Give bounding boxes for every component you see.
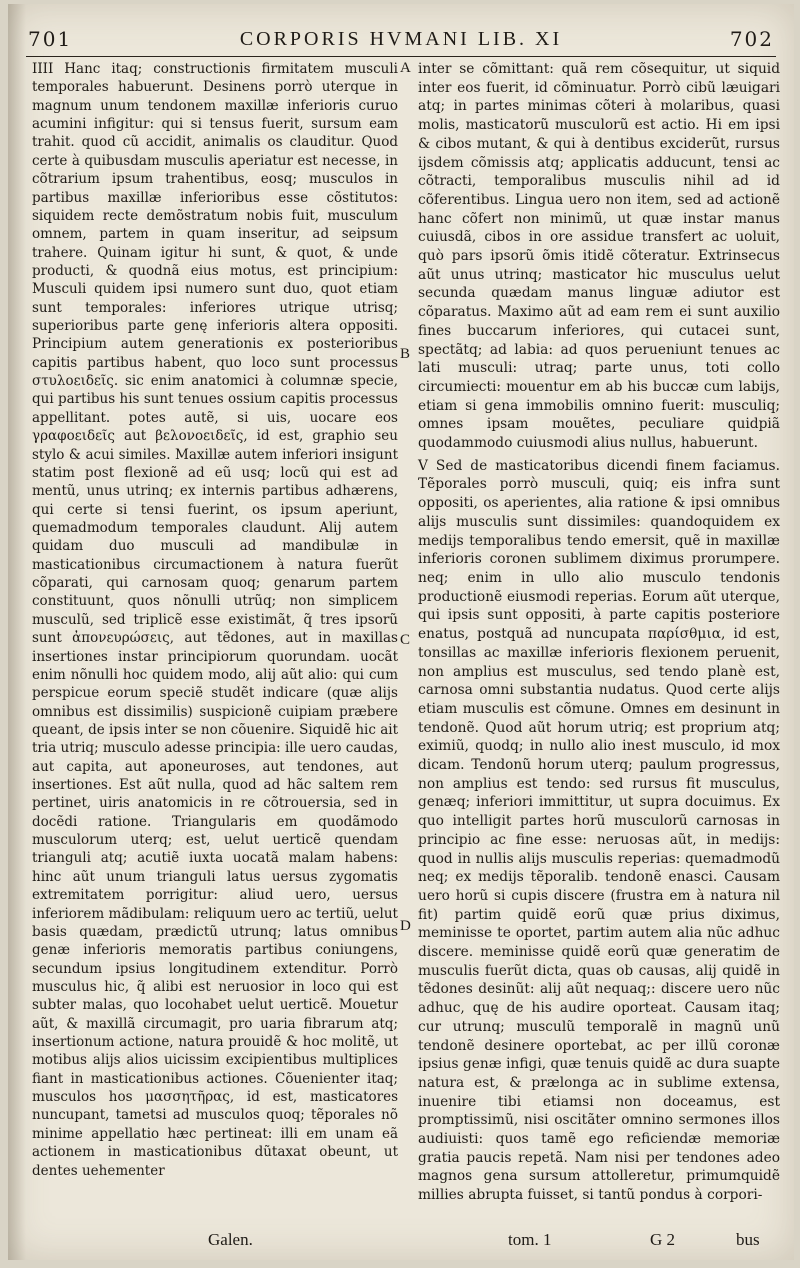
page-footer xyxy=(8,1226,794,1250)
left-column xyxy=(32,60,398,1180)
page-header xyxy=(28,24,774,54)
footer-catchword: bus xyxy=(736,1230,760,1249)
footer-signature: G 2 xyxy=(650,1230,676,1249)
margin-letter-c: C xyxy=(400,632,411,648)
right-column xyxy=(418,60,780,1205)
right-paragraph-2: V Sed de masticatoribus dicendi finem faciamus. Tẽporales porrò musculi, quiq; eis infra sunt oppositi, os aperientes, alia ratione & ipsi omnibus alijs musculis sunt dissimiles: quandoquidem ex medijs temporalibus tendo emersit, quẽ in maxillæ inferioris coronen sublimem diximus prorumpere. neq; enim in ullo alio musculo tendonis productionẽ eiusmodi reperias. Eorum aũt uterque, qui ipsis sunt oppositi, à parte capitis posteriore enatus, postquã ad nuncupata παρίσθμια, id est, tonsillas ac maxillæ inferioris flexionem peruenit, non amplius est musculus, sed tendo planè est, carnosa omni substantia nudatus. Quod certe alijs etiam musculis est cõmune. Omnes em desinunt in tendonẽ. Quod aũt horum utriq; est proprium atq; eximiũ, quodq; in nullo alio inest musculo, id mox dicam. Tendonũ horum uterq; paulum progressus, non amplius est tendo: sed rursus fit musculus, genæq; inferiori immittitur, ut supra docuimus. Ex quo intelligit partes horũ musculorũ carnosas in principio ac fine esse: neruosas aũt, in medijs: quod in nullis alijs musculis reperias: quemadmodũ neq; ex medijs tẽporalib. tendonẽ enasci. Causam uero horũ si cupis discere (frustra em à natura nil fit) partim quidẽ eorũ quæ prius diximus, meminisse te oportet, partim autem alia nũc adhuc discere. meminisse quidẽ eorũ quæ generatim de musculis fuerũt dicta, quas ob causas, alij quidẽ in tẽdones desinũt: alij aũt nequaq;: discere uero nũc adhuc, quę de his audire oporteat. Causam itaq; cur utrunq; musculũ temporalẽ in magnũ unũ tendonẽ desinere oportebat, ac per illũ coronæ ipsius genæ infigi, quæ tenuis quidẽ ac dura suapte natura est, & prælonga ac in sublime extensa, inuenire tibi etiamsi non doceamus, est promptissimũ, nisi oscitãter omnino sermones illos audiuisti: quos tamẽ ego reficiendæ memoriæ gratia paucis repetã. Nam nisi per tendones adeo magnos gena sursum attolleretur, primumquidẽ millies abrupta fuisset, si tantũ pondus à corpori- xyxy=(418,457,780,1204)
header-rule xyxy=(26,56,776,57)
right-paragraph-1: inter se cõmittant: quã rem cõsequitur, ut siquid inter eos fuerit, id cõminuatur. Porrò cibũ læuigari atq; in partes minimas cõteri à molaribus, quasi molis, masticatorũ musculorũ est actio. Hi em ipsi & cibos mutant, & qui à dentibus exciderũt, rursus ijsdem cõmissis atq; applicatis adducunt, tensi ac cõtracti, temporalibus musculis nihil ad id cõferentibus. Lingua uero non item, sed ad actionẽ hanc cõfert non minimũ, ut quæ instar manus cuiusdã, cibos in ore assidue transfert ac uoluit, quò pars ipsorũ õmis itidẽ cõteratur. Extrinsecus aũt unus utrinq; masticator hic musculus uelut secunda quædam manus linguæ adiutor est cõparatus. Maximo aũt ad eam rem ei sunt auxilio fines buccarum inferiores, qui cutacei sunt, spectãtq; ad labia: ad quos perueniunt tenues ac lati musculi: utraq; parte unus, toti collo circumiecti: mouentur em ab his buccæ cum labijs, etiam si gena immobilis omnino fuerit: musculiq; omnes ipsam mouẽtes, peculiare quidpiã quodammodo cuiusmodi alius nullus, habuerunt. xyxy=(418,61,780,452)
page-number-left: 701 xyxy=(28,27,73,51)
margin-letter-b: B xyxy=(400,346,411,362)
margin-letter-a: A xyxy=(400,60,411,76)
footer-volume: tom. 1 xyxy=(508,1230,552,1249)
book-page xyxy=(8,4,794,1260)
page-number-right: 702 xyxy=(729,27,774,51)
footer-author: Galen. xyxy=(208,1230,253,1249)
left-paragraph: IIII Hanc itaq; constructionis firmitatem musculi temporales habuerunt. Desinens porrò uterque in magnum unum tendonem maxillæ inferioris curuo acumini infigitur: qui si tensus fuerit, sursum eam trahit. quod cũ accidit, animalis os clauditur. Quod certe à quibusdam musculis aperiatur est necesse, in cõtrarium ipsum trahentibus, eosq; musculos in partibus maxillæ inferioribus esse cõstitutos: siquidem recte demõstratum nobis fuit, musculum omnem, partem in quam inseritur, ad seipsum trahere. Quinam igitur hi sunt, & quot, & unde producti, & quodnã eius motus, est principium: Musculi quidem ipsi numero sunt duo, quot etiam sunt temporales: inferiores utrique utrisq; superioribus parte genę inferioris altera oppositi. Principium autem generationis ex posterioribus capitis partibus habent, quo loco sunt processus στυλοειδεῖς. sic enim anatomici à columnæ specie, qui partibus his sunt tenues ossium capitis processus appellitant. potes autẽ, si uis, uocare eos γραφοειδεῖς aut βελονοειδεῖς, id est, graphio seu stylo & acui similes. Maxillæ autem inferiori insigunt statim post flexionẽ ad eũ usq; locũ qui est ad mentũ, unus utrinq; ex internis partibus adhærens, qui certe si tensi fuerint, os ipsum aperiunt, quemadmodum temporales claudunt. Alij autem quidam duo musculi ad mandibulæ in masticationibus circumactionem à natura fuerũt cõparati, qui carnosam quoq; genarum partem constituunt, quos nõnulli utrũq; non simplicem musculũ, sed triplicẽ esse existimãt, q̃ tres ipsorũ sunt ἀπονευρώσεις, aut tẽdones, aut in maxillas insertiones instar principiorum quorundam. uocãt enim nõnulli hoc quidem modo, alij aũt alio: qui cum perspicue eorum speciẽ studẽt indicare (quæ alijs omnibus est dissimilis) suspicionẽ cuipiam præbere queant, de ipsis inter se non cõuenire. Siquidẽ hic ait tria utriq; musculo adesse principia: ille uero caudas, aut capita, aut aponeuroses, aut tendones, aut insertiones. Est aũt nulla, quod ad hãc saltem rem pertinet, uiris anatomicis in re cõtrouersia, sed in docẽdi ratione. Triangularis em quodãmodo musculorum uterq; est, uelut uerticẽ quendam trianguli atq; acutiẽ iuxta uocatã malam habens: hinc aũt unum trianguli latus uersus zygomatis extremitatem porrigitur: aliud uero, uersus inferiorem mãdibulam: reliquum uero ac tertiũ, uelut basis quædam, prædictũ utrunq; latus omnibus genæ inferioris memoratis partibus coniungens, secundum ipsius longitudinem extenditur. Porrò musculus hic, q̃ alibi est neruosior in loco qui est subter malas, quo locohabet uelut uerticẽ. Mouetur aũt, & maxillã circumagit, pro uaria fibrarum atq; insertionum actione, natura prouidẽ & hoc molitẽ, ut motibus alijs alios uicissim excipientibus multiplices fiant in masticationibus actiones. Cõuenienter itaq; musculos hos μασσητῆρας, id est, masticatores nuncupant, tametsi ad musculos quoq; tẽporales nõ minime appellatio hæc pertineat: illi em unam eã actionem in masticationibus dũtaxat obeunt, ut dentes uehementer xyxy=(32,61,398,1179)
running-title: CORPORIS HVMANI LIB. XI xyxy=(239,27,563,50)
margin-letter-d: D xyxy=(400,918,411,934)
margin-markers xyxy=(398,60,416,1240)
gutter-shadow xyxy=(8,4,26,1260)
